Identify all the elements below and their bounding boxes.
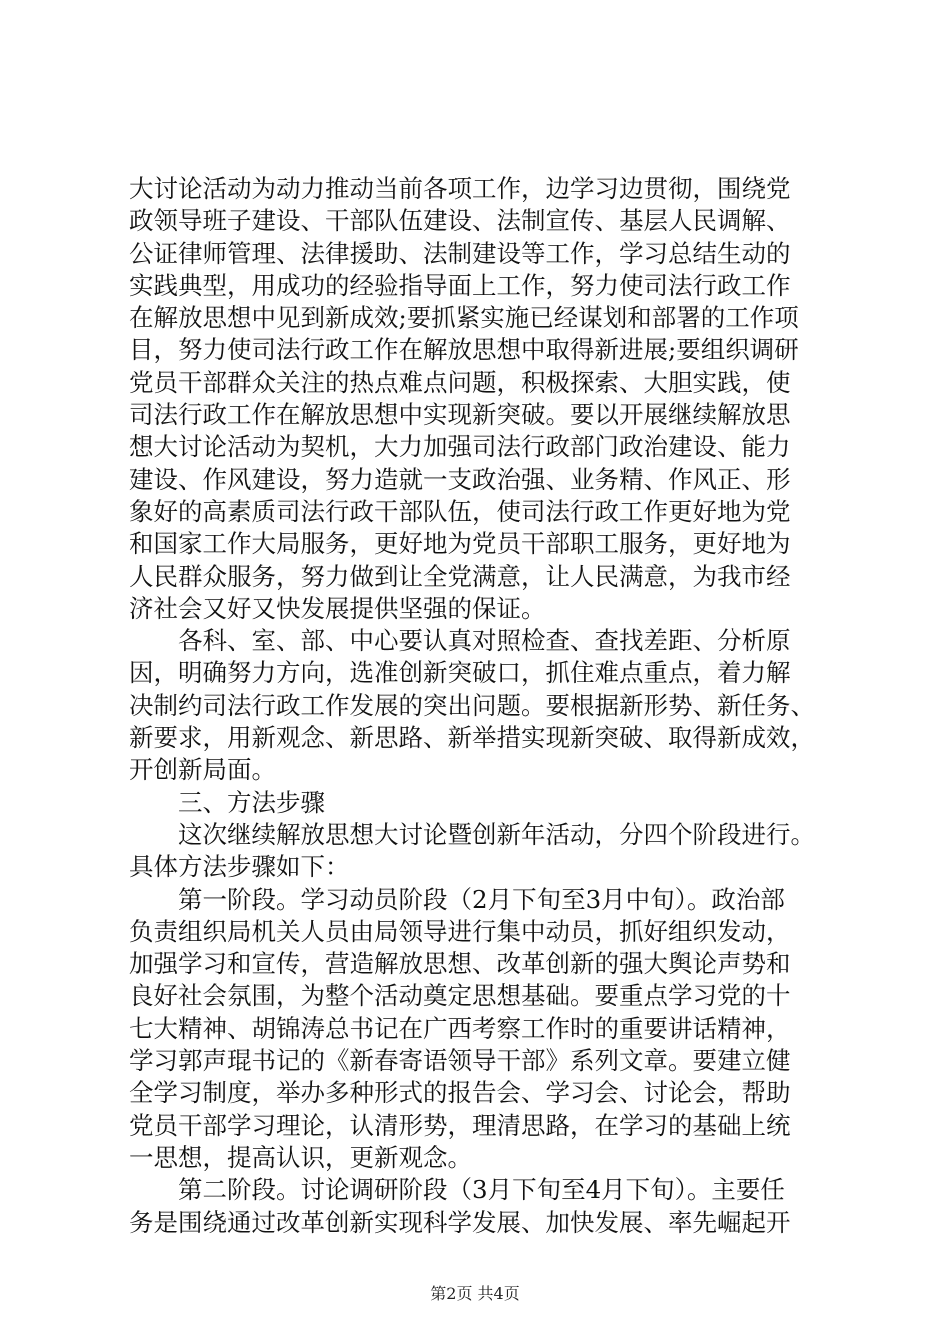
text-line: 党员干部学习理论，认清形势，理清思路，在学习的基础上统 [129,1110,791,1140]
text-line: 各科、室、部、中心要认真对照检查、查找差距、分析原 [178,626,791,656]
text-line: 建设、作风建设，努力造就一支政治强、业务精、作风正、形 [129,464,791,494]
text-line: 七大精神、胡锦涛总书记在广西考察工作时的重要讲话精神， [129,1013,791,1043]
document-body [129,173,869,1239]
text-line: 负责组织局机关人员由局领导进行集中动员，抓好组织发动， [129,916,791,946]
text-line: 决制约司法行政工作发展的突出问题。要根据新形势、新任务、 [129,690,815,720]
text-line: 一思想，提高认识，更新观念。 [129,1142,472,1172]
text-line: 公证律师管理、法律援助、法制建设等工作，学习总结生动的 [129,238,791,268]
page-footer: 第2页 共4页 [430,1284,520,1303]
text-line: 大讨论活动为动力推动当前各项工作，边学习边贯彻，围绕党 [129,174,791,203]
text-line: 第一阶段。学习动员阶段（2月下旬至3月中旬）。政治部 [178,884,785,914]
text-line: 政领导班子建设、干部队伍建设、法制宣传、基层人民调解、 [129,206,791,236]
text-line: 济社会又好又快发展提供坚强的保证。 [129,593,546,623]
text-line: 想大讨论活动为契机，大力加强司法行政部门政治建设、能力 [129,432,791,462]
text-line: 良好社会氛围，为整个活动奠定思想基础。要重点学习党的十 [129,981,791,1011]
text-line: 学习郭声琨书记的《新春寄语领导干部》系列文章。要建立健 [129,1046,791,1076]
text-line: 象好的高素质司法行政干部队伍，使司法行政工作更好地为党 [129,496,791,526]
text-line: 第二阶段。讨论调研阶段（3月下旬至4月下旬）。主要任 [178,1175,785,1205]
text-line: 司法行政工作在解放思想中实现新突破。要以开展继续解放思 [129,400,791,430]
text-line: 全学习制度，举办多种形式的报告会、学习会、讨论会，帮助 [129,1078,791,1108]
text-line: 目，努力使司法行政工作在解放思想中取得新进展;要组织调研 [129,335,799,365]
text-line: 三、方法步骤 [178,787,325,817]
text-line: 实践典型，用成功的经验指导面上工作，努力使司法行政工作 [129,270,791,300]
text-line: 和国家工作大局服务，更好地为党员干部职工服务，更好地为 [129,529,791,559]
text-line: 人民群众服务，努力做到让全党满意，让人民满意，为我市经 [129,561,791,591]
text-line: 务是围绕通过改革创新实现科学发展、加快发展、率先崛起开 [129,1207,791,1237]
text-line: 具体方法步骤如下： [129,852,350,882]
text-line: 开创新局面。 [129,755,276,785]
text-line: 这次继续解放思想大讨论暨创新年活动，分四个阶段进行。 [178,819,815,849]
text-line: 党员干部群众关注的热点难点问题，积极探索、大胆实践，使 [129,367,791,397]
text-line: 因，明确努力方向，选准创新突破口，抓住难点重点，着力解 [129,658,791,688]
text-line: 在解放思想中见到新成效;要抓紧实施已经谋划和部署的工作项 [129,303,799,333]
text-line: 新要求，用新观念、新思路、新举措实现新突破、取得新成效， [129,723,815,753]
text-line: 加强学习和宣传，营造解放思想、改革创新的强大舆论声势和 [129,949,791,979]
